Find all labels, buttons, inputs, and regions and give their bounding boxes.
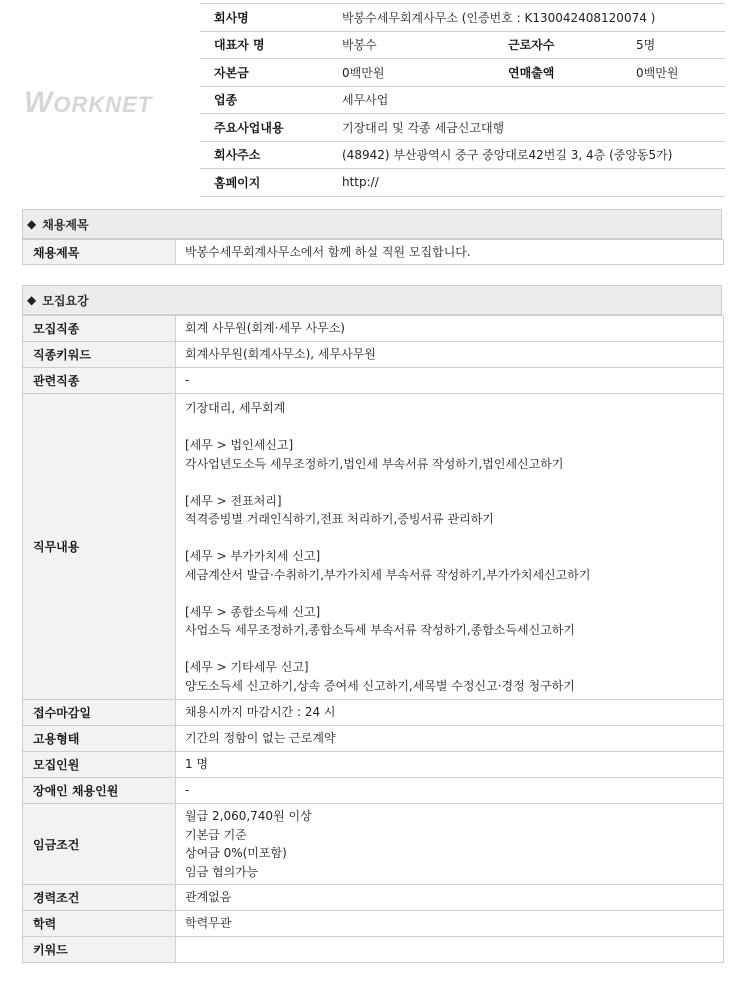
duties-line: 기장대리, 세무회계: [185, 401, 286, 415]
disabled-hire-value: -: [176, 778, 724, 804]
wage-line: 임금 협의가능: [185, 864, 259, 879]
table-row: [23, 937, 724, 963]
headcount-label: 모집인원: [23, 752, 176, 778]
keywords-label: 키워드: [23, 937, 176, 963]
employment-label: 고용형태: [23, 726, 176, 752]
company-row: [200, 59, 725, 87]
keywords-value: [176, 937, 724, 963]
industry-value: 세무사업: [330, 86, 725, 114]
experience-label: 경력조건: [23, 885, 176, 911]
duties-line: [세무 > 종합소득세 신고]: [185, 604, 321, 619]
ceo-label: 대표자 명: [200, 31, 330, 59]
table-row: [23, 240, 724, 265]
recruit-section-heading: 모집요강: [42, 293, 89, 308]
company-row: [200, 169, 725, 197]
related-value: -: [176, 368, 724, 394]
company-row: [200, 4, 725, 32]
industry-label: 업종: [200, 86, 330, 114]
education-value: 학력무관: [176, 911, 724, 937]
employees-value: 5명: [624, 31, 725, 59]
table-row: [23, 342, 724, 368]
homepage-link[interactable]: http://: [330, 169, 725, 197]
table-row: [23, 804, 724, 885]
company-row: [200, 141, 725, 169]
wage-label: 임금조건: [23, 804, 176, 885]
business-value: 기장대리 및 각종 세금신고대행: [330, 114, 725, 142]
diamond-bullet-icon: ◆: [27, 217, 37, 231]
duties-line: [세무 > 부가가치세 신고]: [185, 549, 321, 563]
company-name-value: 박봉수세무회계사무소 (인증번호 : K130042408120074 ): [330, 4, 725, 32]
ceo-value: 박봉수: [330, 31, 494, 59]
capital-label: 자본금: [200, 59, 330, 87]
duties-line: [세무 > 전표처리]: [185, 493, 282, 508]
recruit-title-label: 채용제목: [23, 240, 176, 265]
table-row: [23, 752, 724, 778]
disabled-hire-label: 장애인 채용인원: [23, 778, 176, 804]
duties-line: 세금계산서 발급·수취하기,부가가치세 부속서류 작성하기,부가가치세신고하기: [185, 567, 591, 582]
business-label: 주요사업내용: [200, 114, 330, 142]
title-section: [22, 209, 722, 265]
job-label: 모집직종: [23, 316, 176, 342]
table-row: [23, 316, 724, 342]
diamond-bullet-icon: ◆: [27, 293, 37, 307]
duties-line: 사업소득 세무조정하기,종합소득세 부속서류 작성하기,종합소득세신고하기: [185, 623, 576, 637]
homepage-label: 홈페이지: [200, 169, 330, 197]
company-row: [200, 114, 725, 142]
duties-line: [185, 584, 714, 603]
keyword-label: 직종키워드: [23, 342, 176, 368]
duties-value: [176, 394, 724, 700]
table-row: [23, 726, 724, 752]
wage-value: [176, 804, 724, 885]
recruit-section: [22, 285, 722, 963]
title-table: [22, 239, 724, 265]
capital-value: 0백만원: [330, 59, 494, 87]
duties-line: [세무 > 법인세신고]: [185, 438, 294, 452]
worknet-logo: [24, 86, 152, 120]
duties-line: [185, 418, 714, 437]
sales-value: 0백만원: [624, 59, 725, 87]
table-row: [23, 700, 724, 726]
deadline-label: 접수마감일: [23, 700, 176, 726]
title-section-heading: 채용제목: [42, 217, 89, 232]
deadline-value: 채용시까지 마감시간 : 24 시: [176, 700, 724, 726]
company-name-label: 회사명: [200, 4, 330, 32]
recruit-section-header: [22, 285, 722, 315]
table-row: [23, 394, 724, 700]
company-row: [200, 31, 725, 59]
duties-line: 적격증빙별 거래인식하기,전표 처리하기,증빙서류 관리하기: [185, 512, 494, 526]
employment-value: 기간의 정함이 없는 근로계약: [176, 726, 724, 752]
wage-line: 상여금 0%(미포함): [185, 846, 287, 860]
duties-line: [185, 640, 714, 659]
related-label: 관련직종: [23, 368, 176, 394]
address-value: (48942) 부산광역시 중구 중앙대로42번길 3, 4층 (중앙동5가): [330, 141, 725, 169]
sales-label: 연매출액: [494, 59, 624, 87]
duties-line: 각사업년도소득 세무조정하기,법인세 부속서류 작성하기,법인세신고하기: [185, 456, 564, 471]
education-label: 학력: [23, 911, 176, 937]
job-value: 회계 사무원(회계·세무 사무소): [176, 316, 724, 342]
table-row: [23, 368, 724, 394]
table-row: [23, 911, 724, 937]
keyword-value: 회계사무원(회계사무소), 세무사무원: [176, 342, 724, 368]
logo-letter-w: W: [24, 86, 54, 119]
wage-line: 월급 2,060,740원 이상: [185, 809, 312, 823]
duties-label: 직무내용: [23, 394, 176, 700]
title-section-header: [22, 209, 722, 239]
duties-line: [185, 529, 714, 548]
company-row: [200, 86, 725, 114]
company-info-table: [200, 3, 725, 197]
duties-line: [세무 > 기타세무 신고]: [185, 660, 309, 674]
table-row: [23, 885, 724, 911]
logo-text: ORKNET: [53, 92, 153, 117]
address-label: 회사주소: [200, 141, 330, 169]
table-row: [23, 778, 724, 804]
employees-label: 근로자수: [494, 31, 624, 59]
duties-line: [185, 473, 714, 492]
recruit-title-value: 박봉수세무회계사무소에서 함께 하실 직원 모집합니다.: [176, 240, 724, 265]
headcount-value: 1 명: [176, 752, 724, 778]
recruit-table: [22, 315, 724, 963]
experience-value: 관계없음: [176, 885, 724, 911]
duties-line: 양도소득세 신고하기,상속 증여세 신고하기,세목별 수정신고·경정 청구하기: [185, 678, 575, 693]
wage-line: 기본급 기준: [185, 827, 247, 842]
